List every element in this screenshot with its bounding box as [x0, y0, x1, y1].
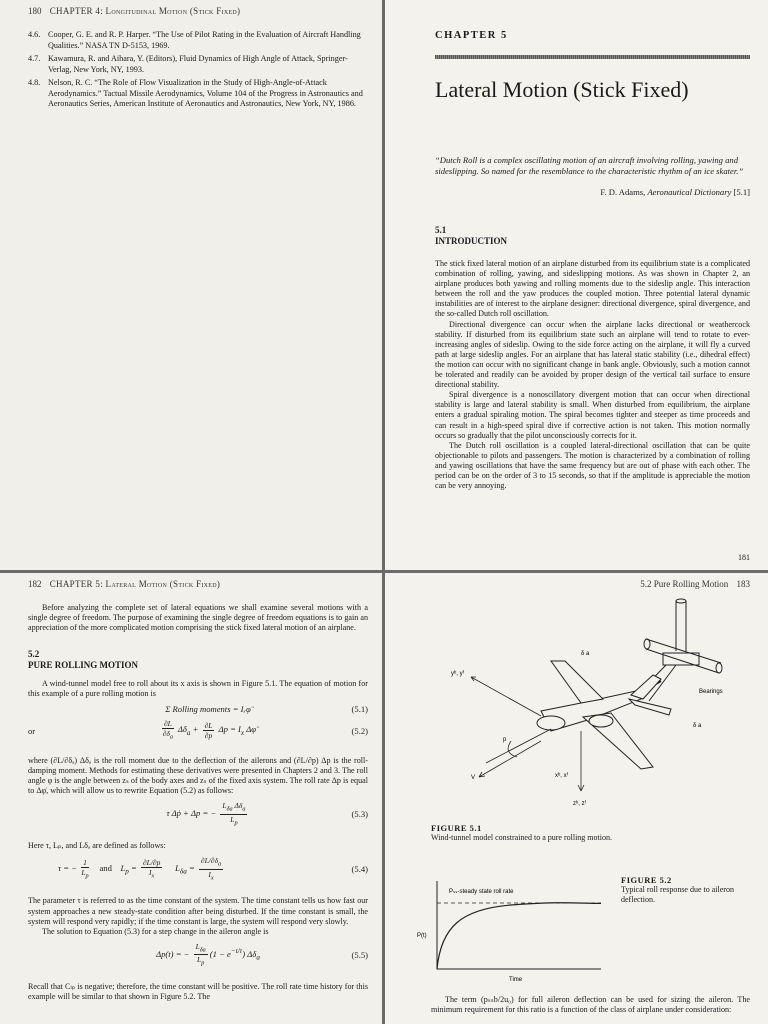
section-body: [28, 896, 368, 936]
y-axis-label: yᵇ, yᶠ: [451, 671, 464, 677]
paragraph: The term (pₛₛb/2u₀) for full aileron deflection can be used for sizing the aileron. The minimum requirement for this ratio is a function of the class of airplane under consideration:: [431, 995, 750, 1015]
running-header: [28, 579, 368, 589]
page-183: [385, 573, 768, 1024]
page-181: [385, 0, 768, 570]
chapter-running-title: CHAPTER 5: Lateral Motion (Stick Fixed): [49, 579, 221, 589]
steady-state-label: Pₛₛ-steady state roll rate: [449, 889, 514, 895]
section-body: [28, 756, 368, 796]
x-axis-label: xᵇ, xᶠ: [555, 773, 568, 779]
page-number: 180: [28, 6, 42, 16]
paragraph: The parameter τ is referred to as the time constant of the system. The time constant tells us how fast our system approaches a new steady-state condition after being disturbed. If the time constant is small, the system will respond very rapidly; if the time constant is large, the system will respond very slowly.: [28, 896, 368, 926]
figure-5-1-illustration: [431, 591, 751, 823]
reference-item: 4.8. Nelson, R. C. “The Role of Flow Visualization in the Study of High-Angle-of-Attack Aerodynamics.” Tactual Missile Aerodynamics, Volume 104 of the Progress in Astronautics and Aeronautics Series, American Institute of Aeronautics and Astronautics, New York, NY, 1986.: [28, 78, 363, 108]
paragraph: The solution to Equation (5.3) for a step change in the aileron angle is: [42, 926, 269, 936]
epigraph: “Dutch Roll is a complex oscillating motion of an aircraft involving rolling, yawing and sideslipping. So named for the resemblance to the characteristic rhythm of an ice skater.”: [435, 155, 744, 176]
intro-text: [28, 603, 368, 633]
paragraph: Before analyzing the complete set of lateral equations we shall examine several motions with a single degree of freedom. The purpose of examining the single degree of freedom equations is to gain an appreciation of the more complicated motion comprising the stick fixed lateral motion of an airplane.: [28, 603, 368, 633]
paragraph: A wind-tunnel model free to roll about its x axis is shown in Figure 5.1. The equation of motion for this example of a pure rolling motion is: [28, 679, 368, 699]
paragraph: The stick fixed lateral motion of an airplane disturbed from its equilibrium state is a complicated combination of rolling, yawing, and sideslipping motions. As was shown in Chapter 2, an airplane produces both yawing and rolling moments due to the sideslip angle. This interaction between the roll and the yaw produces the coupled motion. Three potential lateral dynamic instabilities are of interest to the airplane designer: directional divergence, spiral divergence, and the so-called Dutch roll oscillation.: [435, 259, 750, 319]
equation-5-2: or $\frac{\partial L}{\partial\delta_a}$ $\Delta\delta_a$ + $\frac{\partial L}{\partial p}$ $\Delta p = I_x$ Δφ̈ (5.2): [28, 719, 368, 741]
z-axis-label: zᵇ, zᶠ: [573, 801, 586, 807]
equation-5-3: τ Δṗ + Δp = − $\frac{L_{\delta a} \Delta\delta_a}{L_p}$ (5.3): [166, 801, 368, 827]
chapter-rule: [435, 55, 750, 59]
page-182: [0, 573, 382, 1024]
section-heading: 5.2 PURE ROLLING MOTION: [28, 649, 139, 671]
reference-list: [28, 30, 368, 110]
page-180: [0, 0, 382, 570]
paragraph: Recall that Cₗₚ is negative; therefore, the time constant will be positive. The roll rate time history for this example will be similar to that shown in Figure 5.2. The: [28, 981, 368, 1001]
x-axis-label: Time: [509, 977, 523, 983]
chapter-running-title: CHAPTER 4: Longitudinal Motion (Stick Fixed): [49, 6, 241, 16]
page-number: 183: [736, 579, 750, 589]
velocity-label: V: [471, 775, 476, 781]
figure-5-2-plot: [417, 875, 609, 987]
reference-item: 4.6. Cooper, G. E. and R. P. Harper. “The Use of Pilot Rating in the Evaluation of Aircraft Handling Qualities.” NASA TN D-5153, 1969.: [28, 30, 361, 50]
y-axis-label: P(t): [417, 933, 427, 939]
epigraph-attribution: F. D. Adams, Aeronautical Dictionary [5.1]: [600, 187, 750, 197]
aileron-label: δ a: [693, 723, 702, 729]
paragraph: where (∂L/∂δₐ) Δδₐ is the roll moment due to the deflection of the ailerons and (∂L/∂p) Δp is the roll-damping moment. Methods for estimating these derivatives were presented in Chapters 2 and 3. The roll angle φ is the angle between zₛ of the body axes and zₛ of the fixed axis system. The roll rate Δp is equal to Δφ̇, which will allow us to rewrite Equation (5.2) as follows:: [28, 755, 368, 796]
figure-5-1-caption: FIGURE 5.1 Wind-tunnel model constrained to a pure rolling motion.: [431, 823, 612, 842]
section-body: [28, 679, 368, 699]
section-running-title: 5.2 Pure Rolling Motion: [640, 579, 729, 589]
paragraph: Here τ, Lₚ, and Lδₐ are defined as follows:: [28, 841, 166, 851]
section-heading: 5.1 INTRODUCTION: [435, 225, 508, 246]
figure-5-2-caption: FIGURE 5.2 Typical roll response due to aileron deflection.: [621, 875, 734, 904]
equation-5-1: Σ Rolling moments = Iₓφ̈ (5.1): [165, 704, 368, 715]
paragraph: Spiral divergence is a nonoscillatory divergent motion that can occur when directional stability is large and lateral stability is small. When disturbed from equilibrium, the airplane enters a gradual spiraling motion. The spiral becomes tighter and steeper as time proceeds and can result in a high-speed spiral dive if corrective action is not taken. This motion normally occurs so gradually that the pilot unconsciously corrects for it.: [435, 390, 750, 440]
bearings-label: Bearings: [699, 689, 723, 695]
running-header: [28, 6, 368, 16]
page-number: 182: [28, 579, 42, 589]
page-folio: 181: [738, 553, 750, 562]
chapter-title: Lateral Motion (Stick Fixed): [435, 77, 689, 102]
reference-item: 4.7. Kawamura, R. and Aihara, Y. (Editors), Fluid Dynamics of High Angle of Attack, Springer-Verlag, New York, NY, 1993.: [28, 54, 348, 74]
figure-5-2: [417, 875, 750, 987]
section-body: [431, 995, 750, 1015]
aileron-label: δ a: [581, 651, 590, 657]
equation-5-5: Δp(t) = − $\frac{L_{\delta a}}{L_p}$ $(1 - e^{-t/\tau})$ $\Delta\delta_a$ (5.5): [156, 941, 368, 967]
equation-5-4: τ = − $\frac{1}{L_p}$ and $L_p$ = $\frac{\partial L/\partial p}{I_x}$ $L_{\delta a}$ = $\frac{\partial L/\partial\delta_a}{I_x}$ (5.4): [58, 856, 368, 882]
roll-rate-label: p: [503, 737, 507, 743]
section-body: [28, 841, 368, 851]
section-body: [435, 259, 750, 491]
paragraph: The Dutch roll oscillation is a coupled lateral-directional oscillation that can be quite objectionable to pilots and passengers. The motion is characterized by a combination of rolling and yawing oscillations that have the same frequency but are out of phase with each other. The period can be on the order of 3 to 15 seconds, so that if the amplitude is appreciable the motion can be very annoying.: [435, 440, 750, 491]
running-header: [431, 579, 750, 589]
paragraph: Directional divergence can occur when the airplane lacks directional or weathercock stability. If disturbed from its equilibrium state such an airplane will tend to rotate to ever-increasing angles of sideslip. Owing to the side force acting on the airplane, it will fly a curved path at large sideslip angles. For an airplane that has lateral static stability (i.e., dihedral effect) the motion can occur with no significant change in bank angle. Obviously, such a motion cannot be tolerated and readily can be avoided by proper design of the vertical tail surface to ensure directional stability.: [435, 319, 750, 390]
chapter-label: CHAPTER 5: [435, 30, 508, 41]
section-body: [28, 982, 368, 1002]
